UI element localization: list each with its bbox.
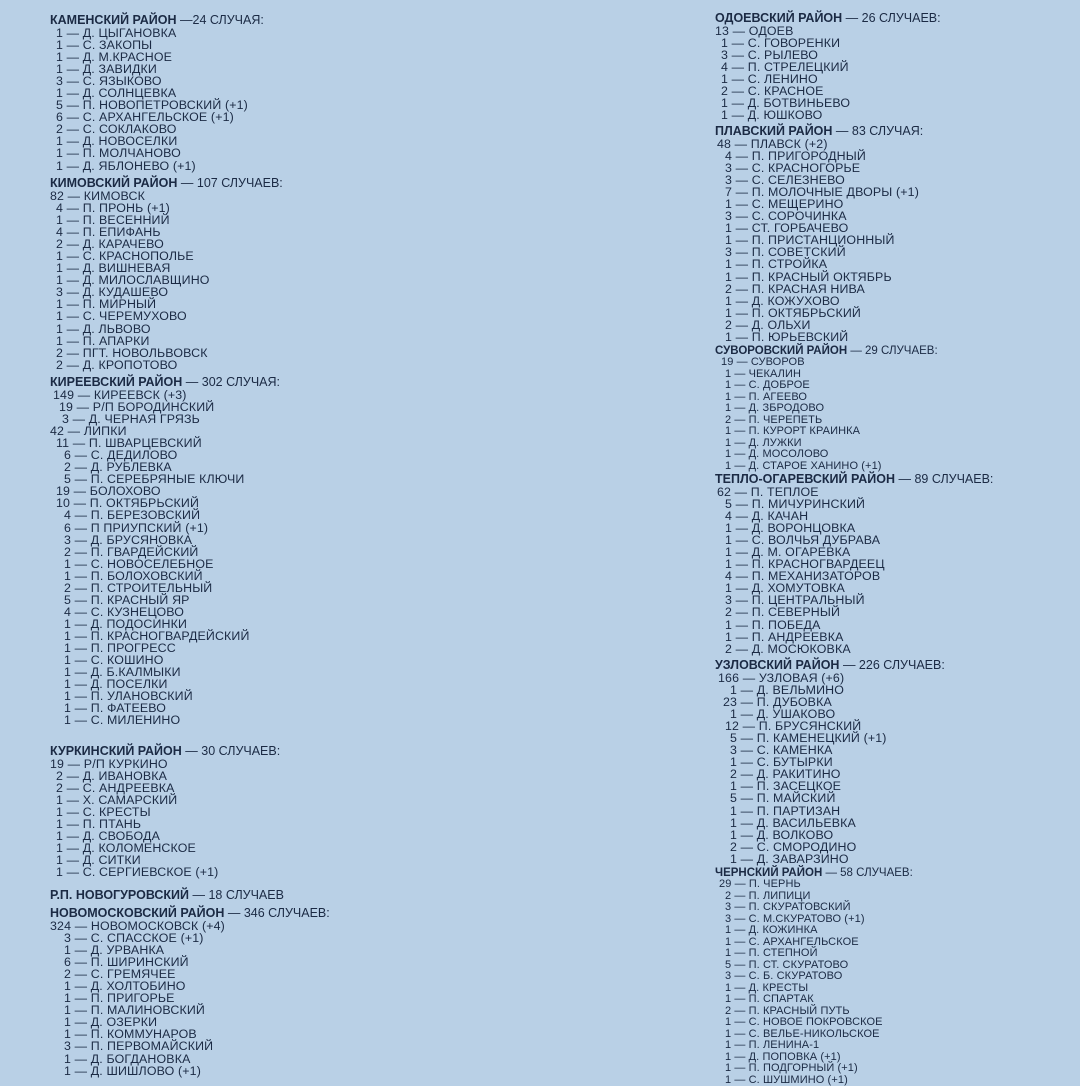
locality-line: 166 — УЗЛОВАЯ (+6) [715, 672, 945, 684]
locality-line: 1 — П. ПРИСТАНЦИОННЫЙ [715, 234, 923, 246]
locality-line: 1 — С. СЕРГИЕВСКОЕ (+1) [50, 866, 280, 878]
locality-line: 2 — С. ГРЕМЯЧЕЕ [50, 968, 330, 980]
locality-line: 1 — Д. УШАКОВО [715, 708, 945, 720]
locality-line: 1 — С. КРЕСТЫ [50, 806, 280, 818]
locality-line: 12 — П. БРУСЯНСКИЙ [715, 720, 945, 732]
locality-line: 1 — Д. ЯБЛОНЕВО (+1) [50, 160, 264, 172]
district-case-count: — 89 СЛУЧАЕВ: [898, 472, 993, 486]
locality-line: 1 — СТ. ГОРБАЧЕВО [715, 222, 923, 234]
locality-line: 4 — П. СТРЕЛЕЦКИЙ [715, 61, 941, 73]
locality-line: 1 — Д. ЗАВИДКИ [50, 63, 264, 75]
locality-line: 13 — ОДОЕВ [715, 25, 941, 37]
locality-line: 1 — Д. ЦЫГАНОВКА [50, 27, 264, 39]
locality-line: 5 — П. СТ. СКУРАТОВО [715, 960, 913, 972]
locality-line: 3 — С. КРАСНОГОРЬЕ [715, 162, 923, 174]
locality-line: 2 — Д. РУБЛЕВКА [50, 461, 280, 473]
locality-line: 1 — ЧЕКАЛИН [715, 369, 938, 381]
locality-line: 1 — Д. СИТКИ [50, 854, 280, 866]
locality-line: 1 — Д. ЛУЖКИ [715, 438, 938, 450]
locality-line: 10 — П. ОКТЯБРЬСКИЙ [50, 497, 280, 509]
locality-line: 1 — П. МОЛЧАНОВО [50, 147, 264, 159]
locality-line: 1 — Д. КОЛОМЕНСКОЕ [50, 842, 280, 854]
locality-line: 3 — С. Б. СКУРАТОВО [715, 971, 913, 983]
district-title: Р.П. НОВОГУРОВСКИЙ [50, 888, 189, 902]
district-title: ТЕПЛО-ОГАРЕВСКИЙ РАЙОН [715, 472, 895, 486]
district-case-count: — 18 СЛУЧАЕВ [192, 888, 283, 902]
locality-line: 3 — С. РЫЛЕВО [715, 49, 941, 61]
locality-line: 5 — П. СЕРЕБРЯНЫЕ КЛЮЧИ [50, 473, 280, 485]
locality-line: 1 — Д. БОГДАНОВКА [50, 1053, 330, 1065]
district-case-count: — 226 СЛУЧАЕВ: [843, 658, 945, 672]
locality-line: 2 — П. ЧЕРЕПЕТЬ [715, 415, 938, 427]
district-title: СУВОРОВСКИЙ РАЙОН [715, 345, 847, 357]
locality-line: 1 — Д. ЛЬВОВО [50, 323, 283, 335]
locality-line: 1 — П. ЛЕНИНА-1 [715, 1040, 913, 1052]
locality-line: 19 — Р/П КУРКИНО [50, 758, 280, 770]
locality-line: 1 — Д. БОТВИНЬЕВО [715, 97, 941, 109]
locality-line: 1 — Д. ПОДОСИНКИ [50, 618, 280, 630]
locality-line: 1 — Д. М.КРАСНОЕ [50, 51, 264, 63]
locality-line: 3 — Д. КУДАШЕВО [50, 286, 283, 298]
district-section-новомосковский-район [50, 907, 330, 1077]
locality-line: 19 — БОЛОХОВО [50, 485, 280, 497]
locality-line: 3 — Д. ЧЕРНАЯ ГРЯЗЬ [50, 413, 280, 425]
locality-line: 1 — П. КОММУНАРОВ [50, 1028, 330, 1040]
locality-line: 3 — П. ЦЕНТРАЛЬНЫЙ [715, 594, 993, 606]
locality-line: 5 — П. КАМЕНЕЦКИЙ (+1) [715, 732, 945, 744]
locality-line: 1 — Д. ВАСИЛЬЕВКА [715, 817, 945, 829]
district-case-count: — 346 СЛУЧАЕВ: [228, 906, 330, 920]
locality-line: 2 — Д. МОСЮКОВКА [715, 643, 993, 655]
district-title: КИРЕЕВСКИЙ РАЙОН [50, 375, 182, 389]
locality-line: 1 — С. КОШИНО [50, 654, 280, 666]
locality-line: 3 — С. СПАССКОЕ (+1) [50, 932, 330, 944]
locality-line: 1 — Д. КРЕСТЫ [715, 983, 913, 995]
district-section-одоевский-район [715, 12, 941, 121]
locality-line: 1 — С. КРАСНОПОЛЬЕ [50, 250, 283, 262]
locality-line: 3 — С. СЕЛЕЗНЕВО [715, 174, 923, 186]
locality-line: 2 — П. КРАСНАЯ НИВА [715, 283, 923, 295]
locality-line: 2 — П. ЛИПИЦИ [715, 891, 913, 903]
district-section-кимовский-район [50, 177, 283, 371]
district-title: КАМЕНСКИЙ РАЙОН [50, 13, 177, 27]
locality-line: 19 — СУВОРОВ [715, 357, 938, 369]
locality-line: 1 — П. ВЕСЕННИЙ [50, 214, 283, 226]
district-section-плавский-район [715, 125, 923, 343]
locality-line: 1 — С. МИЛЕНИНО [50, 714, 280, 726]
locality-line: 1 — Д. ПОПОВКА (+1) [715, 1052, 913, 1064]
locality-line: 7 — П. МОЛОЧНЫЕ ДВОРЫ (+1) [715, 186, 923, 198]
locality-line: 1 — П. КРАСНЫЙ ОКТЯБРЬ [715, 271, 923, 283]
locality-line: 1 — П. ПОДГОРНЫЙ (+1) [715, 1063, 913, 1075]
district-header [50, 889, 284, 902]
locality-line: 3 — П. ПЕРВОМАЙСКИЙ [50, 1040, 330, 1052]
locality-line: 1 — Д. ШИШЛОВО (+1) [50, 1065, 330, 1077]
district-title: КУРКИНСКИЙ РАЙОН [50, 744, 182, 758]
locality-line: 3 — С. СОРОЧИНКА [715, 210, 923, 222]
district-case-count: — 58 СЛУЧАЕВ: [825, 867, 912, 879]
locality-line: 1 — П. КУРОРТ КРАИНКА [715, 426, 938, 438]
locality-line: 2 — П. СТРОИТЕЛЬНЫЙ [50, 582, 280, 594]
locality-line: 1 — Д. ЗАВАРЗИНО [715, 853, 945, 865]
locality-line: 1 — Д. ПОСЕЛКИ [50, 678, 280, 690]
locality-line: 1 — П. ПОБЕДА [715, 619, 993, 631]
locality-line: 4 — П. ПРОНЬ (+1) [50, 202, 283, 214]
locality-line: 1 — Д. ЗБРОДОВО [715, 403, 938, 415]
locality-line: 1 — Д. МИЛОСЛАВЩИНО [50, 274, 283, 286]
locality-line: 1 — Д. НОВОСЕЛКИ [50, 135, 264, 147]
locality-line: 5 — П. НОВОПЕТРОВСКИЙ (+1) [50, 99, 264, 111]
district-title: УЗЛОВСКИЙ РАЙОН [715, 658, 839, 672]
district-section-каменский-район [50, 14, 264, 172]
locality-line: 2 — ПГТ. НОВОЛЬВОВСК [50, 347, 283, 359]
locality-line: 3 — Д. БРУСЯНОВКА [50, 534, 280, 546]
locality-line: 1 — Д. СВОБОДА [50, 830, 280, 842]
locality-line: 1 — П. ПРИГОРЬЕ [50, 992, 330, 1004]
locality-line: 6 — П. ШИРИНСКИЙ [50, 956, 330, 968]
locality-line: 48 — ПЛАВСК (+2) [715, 138, 923, 150]
district-title: ЧЕРНСКИЙ РАЙОН [715, 867, 822, 879]
locality-line: 1 — Д. Б.КАЛМЫКИ [50, 666, 280, 678]
locality-line: 2 — Д. ИВАНОВКА [50, 770, 280, 782]
district-case-count: — 83 СЛУЧАЯ: [836, 124, 923, 138]
locality-line: 6 — С. АРХАНГЕЛЬСКОЕ (+1) [50, 111, 264, 123]
locality-line: 1 — П. МИРНЫЙ [50, 298, 283, 310]
locality-line: 1 — П. КРАСНОГВАРДЕЙСКИЙ [50, 630, 280, 642]
locality-line: 1 — С. НОВОСЕЛЕБНОЕ [50, 558, 280, 570]
locality-line: 1 — С. ВЕЛЬЕ-НИКОЛЬСКОЕ [715, 1029, 913, 1041]
locality-line: 3 — П. СКУРАТОВСКИЙ [715, 902, 913, 914]
district-section-чернский-район [715, 867, 913, 1086]
locality-line: 6 — С. ДЕДИЛОВО [50, 449, 280, 461]
district-section-киреевский-район [50, 376, 280, 726]
locality-line: 3 — С. ЯЗЫКОВО [50, 75, 264, 87]
district-section-суворовский-район [715, 345, 938, 472]
locality-line: 11 — П. ШВАРЦЕВСКИЙ [50, 437, 280, 449]
district-title: КИМОВСКИЙ РАЙОН [50, 176, 177, 190]
locality-line: 1 — П. КРАСНОГВАРДЕЕЦ [715, 558, 993, 570]
locality-line: 1 — П. СПАРТАК [715, 994, 913, 1006]
locality-line: 1 — П. СТРОЙКА [715, 258, 923, 270]
locality-line: 1 — С. ЗАКОПЫ [50, 39, 264, 51]
locality-line: 1 — Д. ХОМУТОВКА [715, 582, 993, 594]
district-section-куркинский-район [50, 745, 280, 878]
locality-line: 4 — П. МЕХАНИЗАТОРОВ [715, 570, 993, 582]
locality-line: 1 — С. НОВОЕ ПОКРОВСКОЕ [715, 1017, 913, 1029]
locality-line: 4 — П. ПРИГОРОДНЫЙ [715, 150, 923, 162]
district-section-узловский-район [715, 659, 945, 865]
district-case-count: — 302 СЛУЧАЯ: [186, 375, 280, 389]
locality-line: 1 — Д. ОЗЕРКИ [50, 1016, 330, 1028]
locality-line: 4 — П. ЕПИФАНЬ [50, 226, 283, 238]
locality-line: 1 — П. МАЛИНОВСКИЙ [50, 1004, 330, 1016]
locality-line: 1 — Д. ВОРОНЦОВКА [715, 522, 993, 534]
locality-line: 4 — П. БЕРЕЗОВСКИЙ [50, 509, 280, 521]
locality-line: 1 — Д. ЮШКОВО [715, 109, 941, 121]
locality-line: 1 — С. ВОЛЧЬЯ ДУБРАВА [715, 534, 993, 546]
locality-line: 1 — С. ГОВОРЕНКИ [715, 37, 941, 49]
locality-line: 5 — П. МАЙСКИЙ [715, 792, 945, 804]
locality-line: 1 — П. УЛАНОВСКИЙ [50, 690, 280, 702]
locality-line: 1 — Д. МОСОЛОВО [715, 449, 938, 461]
locality-line: 1 — Д. ВЕЛЬМИНО [715, 684, 945, 696]
locality-line: 4 — С. КУЗНЕЦОВО [50, 606, 280, 618]
locality-line: 1 — Д. М. ОГАРЕВКА [715, 546, 993, 558]
locality-line: 3 — П. СОВЕТСКИЙ [715, 246, 923, 258]
locality-line: 1 — С. ЧЕРЕМУХОВО [50, 310, 283, 322]
locality-line: 1 — С. ШУШМИНО (+1) [715, 1075, 913, 1086]
locality-line: 2 — С. АНДРЕЕВКА [50, 782, 280, 794]
locality-line: 1 — Д. ВИШНЕВАЯ [50, 262, 283, 274]
locality-line: 19 — Р/П БОРОДИНСКИЙ [50, 401, 280, 413]
locality-line: 1 — С. АРХАНГЕЛЬСКОЕ [715, 937, 913, 949]
district-section-тепло-огаревский-район [715, 473, 993, 655]
locality-line: 1 — С. МЕЩЕРИНО [715, 198, 923, 210]
district-case-count: — 26 СЛУЧАЕВ: [846, 11, 941, 25]
locality-line: 1 — П. ФАТЕЕВО [50, 702, 280, 714]
locality-line: 2 — Д. КРОПОТОВО [50, 359, 283, 371]
locality-line: 29 — П. ЧЕРНЬ [715, 879, 913, 891]
locality-line: 1 — П. БОЛОХОВСКИЙ [50, 570, 280, 582]
locality-line: 3 — С. М.СКУРАТОВО (+1) [715, 914, 913, 926]
locality-line: 1 — Д. ВОЛКОВО [715, 829, 945, 841]
locality-line: 2 — С. КРАСНОЕ [715, 85, 941, 97]
locality-line: 5 — П. МИЧУРИНСКИЙ [715, 498, 993, 510]
locality-line: 4 — Д. КАЧАН [715, 510, 993, 522]
locality-line: 1 — Д. КОЖИНКА [715, 925, 913, 937]
district-case-count: —24 СЛУЧАЯ: [180, 13, 264, 27]
locality-line: 1 — П. ПТАНЬ [50, 818, 280, 830]
locality-line: 3 — С. КАМЕНКА [715, 744, 945, 756]
district-section-р-п-новогуровский [50, 889, 284, 902]
locality-line: 1 — П. ОКТЯБРЬСКИЙ [715, 307, 923, 319]
district-case-count: — 30 СЛУЧАЕВ: [185, 744, 280, 758]
locality-line: 2 — Д. ОЛЬХИ [715, 319, 923, 331]
locality-line: 2 — Д. РАКИТИНО [715, 768, 945, 780]
locality-line: 1 — П. ПРОГРЕСС [50, 642, 280, 654]
locality-line: 23 — П. ДУБОВКА [715, 696, 945, 708]
locality-line: 2 — Д. КАРАЧЕВО [50, 238, 283, 250]
district-case-count: — 107 СЛУЧАЕВ: [181, 176, 283, 190]
locality-line: 62 — П. ТЕПЛОЕ [715, 486, 993, 498]
locality-line: 324 — НОВОМОСКОВСК (+4) [50, 920, 330, 932]
locality-line: 1 — С. ЛЕНИНО [715, 73, 941, 85]
locality-line: 1 — П. ЮРЬЕВСКИЙ [715, 331, 923, 343]
locality-line: 82 — КИМОВСК [50, 190, 283, 202]
locality-line: 1 — Д. ХОЛТОБИНО [50, 980, 330, 992]
district-title: ОДОЕВСКИЙ РАЙОН [715, 11, 842, 25]
locality-line: 149 — КИРЕЕВСК (+3) [50, 389, 280, 401]
locality-line: 1 — П. АНДРЕЕВКА [715, 631, 993, 643]
locality-line: 1 — С. ДОБРОЕ [715, 380, 938, 392]
locality-line: 2 — П. СЕВЕРНЫЙ [715, 606, 993, 618]
locality-line: 1 — С. БУТЫРКИ [715, 756, 945, 768]
locality-line: 1 — Д. СОЛНЦЕВКА [50, 87, 264, 99]
locality-line: 1 — П. ЗАСЕЦКОЕ [715, 780, 945, 792]
locality-line: 1 — Д. КОЖУХОВО [715, 295, 923, 307]
locality-line: 1 — П. ПАРТИЗАН [715, 805, 945, 817]
locality-line: 1 — П. СТЕПНОЙ [715, 948, 913, 960]
locality-line: 42 — ЛИПКИ [50, 425, 280, 437]
locality-line: 1 — П. АГЕЕВО [715, 392, 938, 404]
locality-line: 2 — С. СМОРОДИНО [715, 841, 945, 853]
locality-line: 2 — С. СОКЛАКОВО [50, 123, 264, 135]
district-case-count: — 29 СЛУЧАЕВ: [850, 345, 937, 357]
locality-line: 1 — П. АПАРКИ [50, 335, 283, 347]
district-title: ПЛАВСКИЙ РАЙОН [715, 124, 832, 138]
locality-line: 2 — П. КРАСНЫЙ ПУТЬ [715, 1006, 913, 1018]
district-title: НОВОМОСКОВСКИЙ РАЙОН [50, 906, 224, 920]
locality-line: 6 — П ПРИУПСКИЙ (+1) [50, 522, 280, 534]
locality-line: 5 — П. КРАСНЫЙ ЯР [50, 594, 280, 606]
locality-line: 1 — Д. УРВАНКА [50, 944, 330, 956]
locality-line: 1 — Х. САМАРСКИЙ [50, 794, 280, 806]
locality-line: 1 — Д. СТАРОЕ ХАНИНО (+1) [715, 461, 938, 473]
locality-line: 2 — П. ГВАРДЕЙСКИЙ [50, 546, 280, 558]
